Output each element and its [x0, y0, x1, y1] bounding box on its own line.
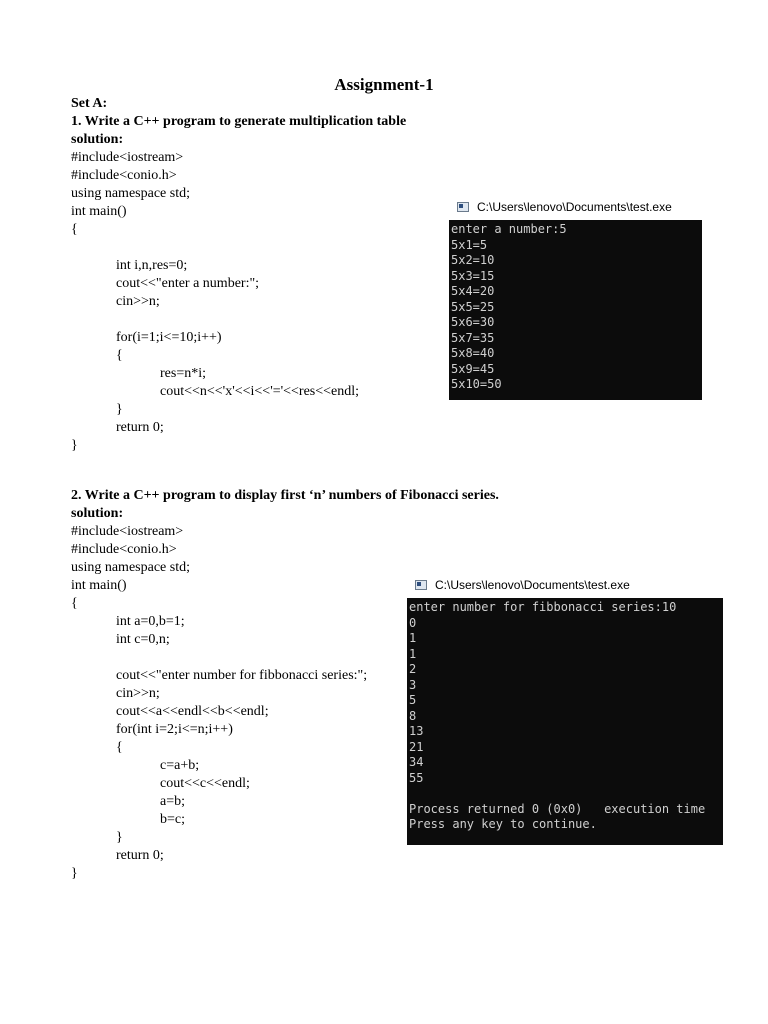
- console-line: 21: [409, 739, 424, 754]
- console-line: 5x4=20: [451, 284, 495, 298]
- code-line: c=a+b;: [160, 758, 200, 773]
- code-line: {: [116, 348, 123, 363]
- console-line: 5x9=45: [451, 361, 495, 376]
- console-2-title: C:\Users\lenovo\Documents\test.exe: [435, 578, 630, 592]
- console-line: enter number for fibbonacci series:10: [409, 600, 677, 614]
- console-2-title-bar: [407, 572, 723, 598]
- code-line: {: [116, 740, 123, 755]
- question-2-heading: 2. Write a C++ program to display first ‘n’ numbers of Fibonacci series.: [71, 488, 499, 503]
- code-line: cin>>n;: [116, 686, 160, 701]
- code-line: b=c;: [160, 812, 185, 827]
- code-line: cout<<a<<endl<<b<<endl;: [116, 704, 269, 719]
- console-line: 5x1=5: [451, 237, 488, 252]
- console-window-1: [449, 194, 702, 400]
- console-line: 1: [409, 631, 417, 645]
- code-line: cout<<n<<'x'<<i<<'='<<res<<endl;: [160, 384, 360, 399]
- code-line: int main(): [71, 578, 127, 593]
- console-line: Press any key to continue.: [409, 817, 597, 831]
- console-line: 5x3=15: [451, 268, 495, 283]
- question-1-block: [71, 95, 406, 455]
- code-line: return 0;: [116, 848, 164, 863]
- code-line: int c=0,n;: [116, 632, 170, 647]
- code-line: int main(): [71, 204, 127, 219]
- console-line: 13: [409, 724, 424, 738]
- code-line: cin>>n;: [116, 294, 160, 309]
- console-line: 5x8=40: [451, 346, 495, 360]
- code-line: using namespace std;: [71, 186, 190, 201]
- console-line: 55: [409, 770, 424, 785]
- console-1-title-bar: [449, 194, 702, 220]
- code-line: }: [116, 830, 123, 845]
- question-1-code: [71, 149, 406, 455]
- console-line: 5x6=30: [451, 315, 495, 329]
- set-label: Set A:: [71, 96, 108, 111]
- code-line: for(i=1;i<=10;i++): [116, 330, 222, 345]
- code-line: {: [71, 222, 78, 237]
- code-line: #include<conio.h>: [71, 542, 177, 557]
- console-window-2: [407, 572, 723, 845]
- question-1-heading: 1. Write a C++ program to generate multiplication table: [71, 114, 407, 129]
- console-line: 1: [409, 646, 417, 661]
- console-1-title: C:\Users\lenovo\Documents\test.exe: [477, 200, 672, 214]
- console-line: 5x7=35: [451, 330, 495, 345]
- console-line: 34: [409, 755, 424, 769]
- console-line: 2: [409, 662, 417, 676]
- code-line: using namespace std;: [71, 560, 190, 575]
- code-line: int a=0,b=1;: [116, 614, 185, 629]
- console-line: 5: [409, 693, 417, 707]
- console-line: 5x5=25: [451, 299, 495, 314]
- console-line: 5x2=10: [451, 253, 495, 267]
- code-line: }: [116, 402, 123, 417]
- code-line: }: [71, 438, 78, 453]
- question-1-solution-label: solution:: [71, 132, 124, 147]
- code-line: res=n*i;: [160, 366, 206, 381]
- code-line: [71, 311, 406, 329]
- console-line: Process returned 0 (0x0) execution time: [409, 801, 706, 816]
- question-2-solution-label: solution:: [71, 506, 124, 521]
- console-1-output: [449, 220, 702, 400]
- page-title: Assignment-1: [334, 75, 434, 94]
- code-line: {: [71, 596, 78, 611]
- code-line: cout<<"enter number for fibbonacci series:";: [116, 668, 368, 683]
- code-line: int i,n,res=0;: [116, 258, 188, 273]
- code-line: for(int i=2;i<=n;i++): [116, 722, 233, 737]
- code-line: cout<<"enter a number:";: [116, 276, 260, 291]
- console-line: enter a number:5: [451, 222, 567, 236]
- code-line: a=b;: [160, 794, 185, 809]
- code-line: #include<iostream>: [71, 524, 184, 539]
- code-line: cout<<c<<endl;: [160, 776, 250, 791]
- console-line: 8: [409, 708, 417, 723]
- code-line: return 0;: [116, 420, 164, 435]
- console-line: 3: [409, 677, 417, 692]
- code-line: #include<conio.h>: [71, 168, 177, 183]
- console-app-icon: [415, 580, 427, 590]
- console-2-output: [407, 598, 723, 845]
- console-line: 5x10=50: [451, 377, 502, 391]
- code-line: [71, 239, 406, 257]
- code-line: #include<iostream>: [71, 150, 184, 165]
- code-line: }: [71, 866, 78, 881]
- console-app-icon: [457, 202, 469, 212]
- console-line: [409, 786, 723, 802]
- console-line: 0: [409, 615, 417, 630]
